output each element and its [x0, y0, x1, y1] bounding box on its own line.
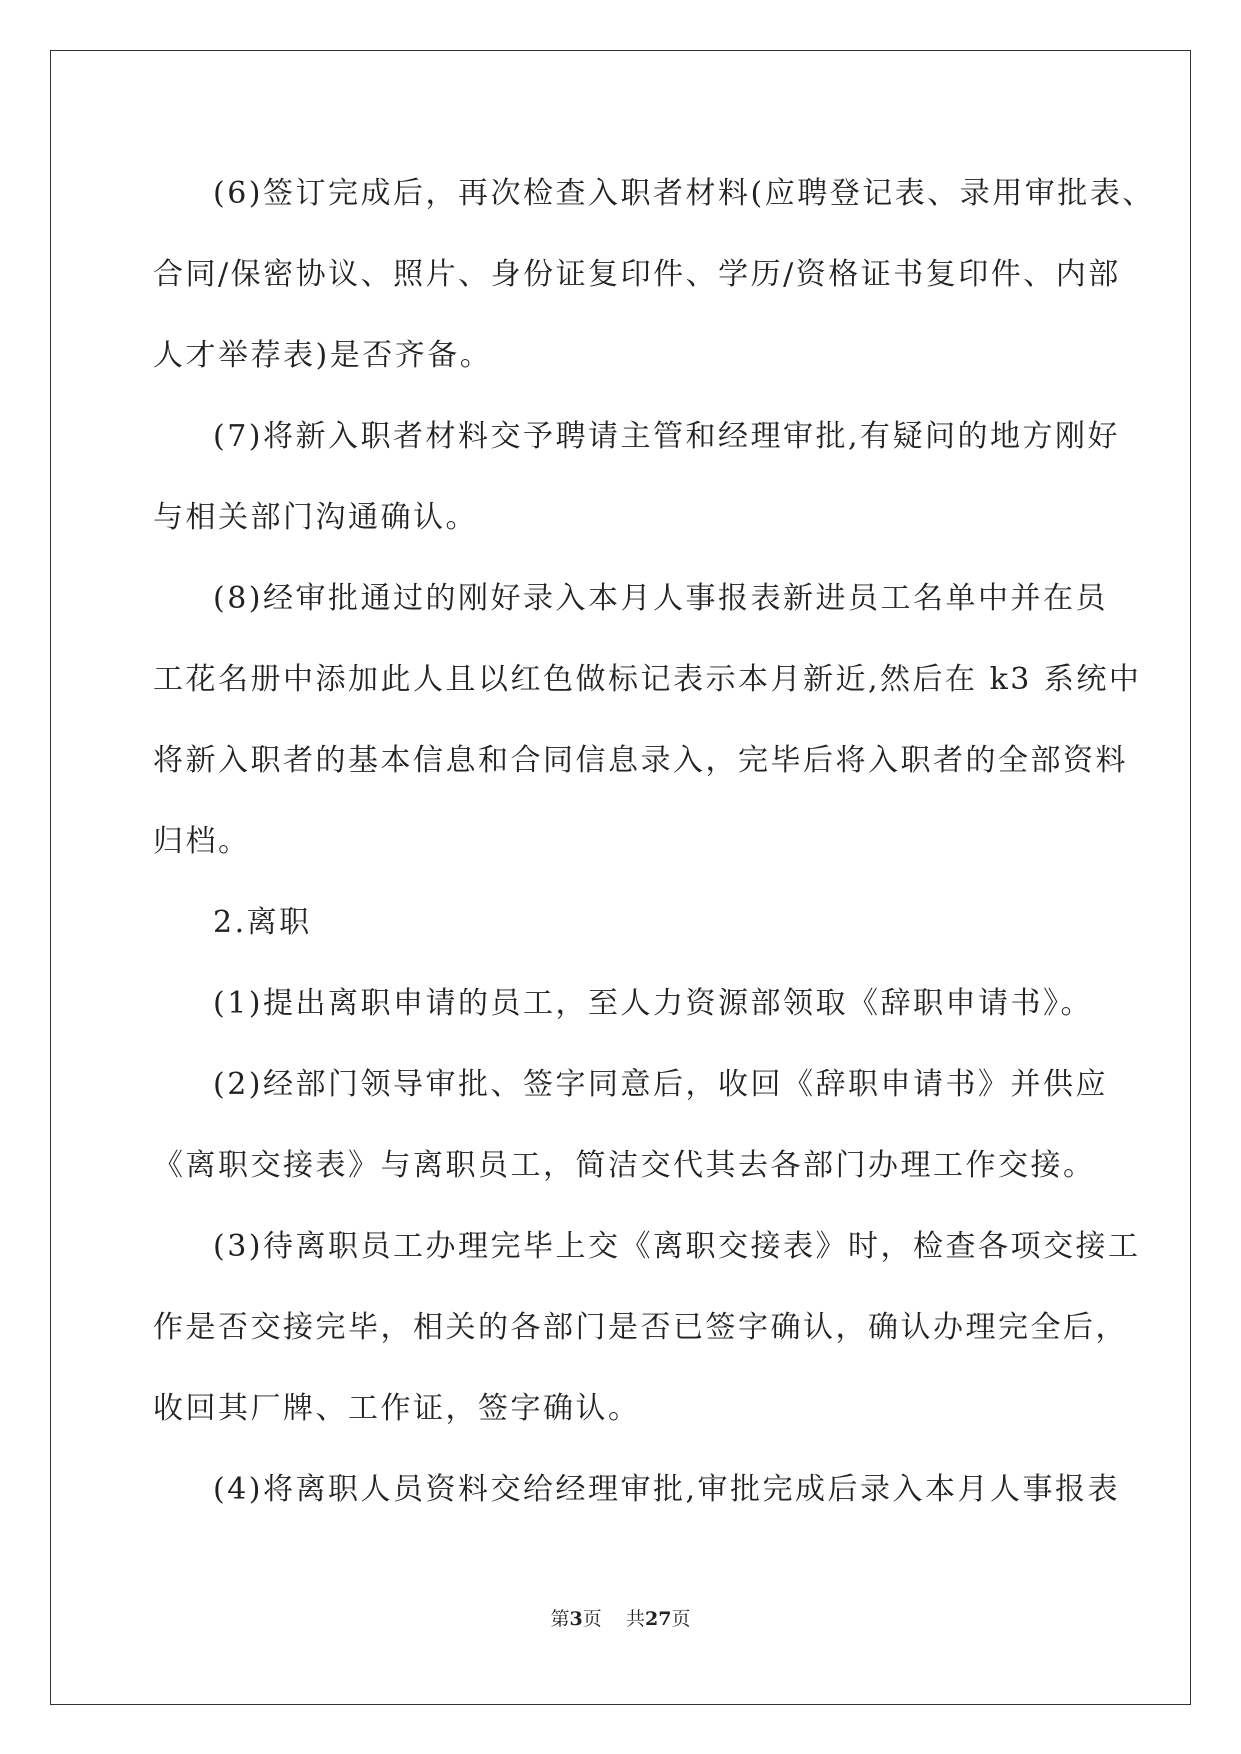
page-footer	[0, 1604, 1241, 1631]
text-line: 收回其厂牌、工作证，签字确认。	[153, 1391, 641, 1426]
text-line: 将新入职者的基本信息和合同信息录入，完毕后将入职者的全部资料	[153, 743, 1128, 778]
page-number: 3	[569, 1608, 583, 1630]
text-line: 归档。	[153, 824, 251, 859]
page-border	[50, 50, 1191, 1705]
section-heading: 2.离职	[213, 905, 312, 940]
text-line: (8)经审批通过的刚好录入本月人事报表新进员工名单中并在员	[213, 581, 1108, 616]
text-line: (1)提出离职申请的员工，至人力资源部领取《辞职申请书》。	[213, 986, 1093, 1021]
total-prefix: 共	[625, 1608, 645, 1630]
text-line: 合同/保密协议、照片、身份证复印件、学历/资格证书复印件、内部	[153, 257, 1121, 292]
page-prefix: 第	[550, 1608, 570, 1630]
text-line: (2)经部门领导审批、签字同意后，收回《辞职申请书》并供应	[213, 1067, 1108, 1102]
text-line: 人才举荐表)是否齐备。	[153, 338, 493, 373]
text-line: (4)将离职人员资料交给经理审批,审批完成后录入本月人事报表	[213, 1472, 1121, 1507]
text-line: (3)待离职员工办理完毕上交《离职交接表》时，检查各项交接工	[213, 1229, 1141, 1264]
text-line: 《离职交接表》与离职员工，简洁交代其去各部门办理工作交接。	[153, 1148, 1096, 1183]
total-pages: 27	[644, 1608, 672, 1630]
text-line: 工花名册中添加此人且以红色做标记表示本月新近,然后在 k3 系统中	[153, 662, 1142, 697]
text-line: 与相关部门沟通确认。	[153, 500, 478, 535]
page-suffix: 页	[582, 1608, 602, 1630]
text-line: (6)签订完成后，再次检查入职者材料(应聘登记表、录用审批表、	[213, 176, 1155, 211]
total-suffix: 页	[671, 1608, 691, 1630]
text-line: 作是否交接完毕，相关的各部门是否已签字确认，确认办理完全后，	[153, 1310, 1128, 1345]
text-line: (7)将新入职者材料交予聘请主管和经理审批,有疑问的地方刚好	[213, 419, 1121, 454]
